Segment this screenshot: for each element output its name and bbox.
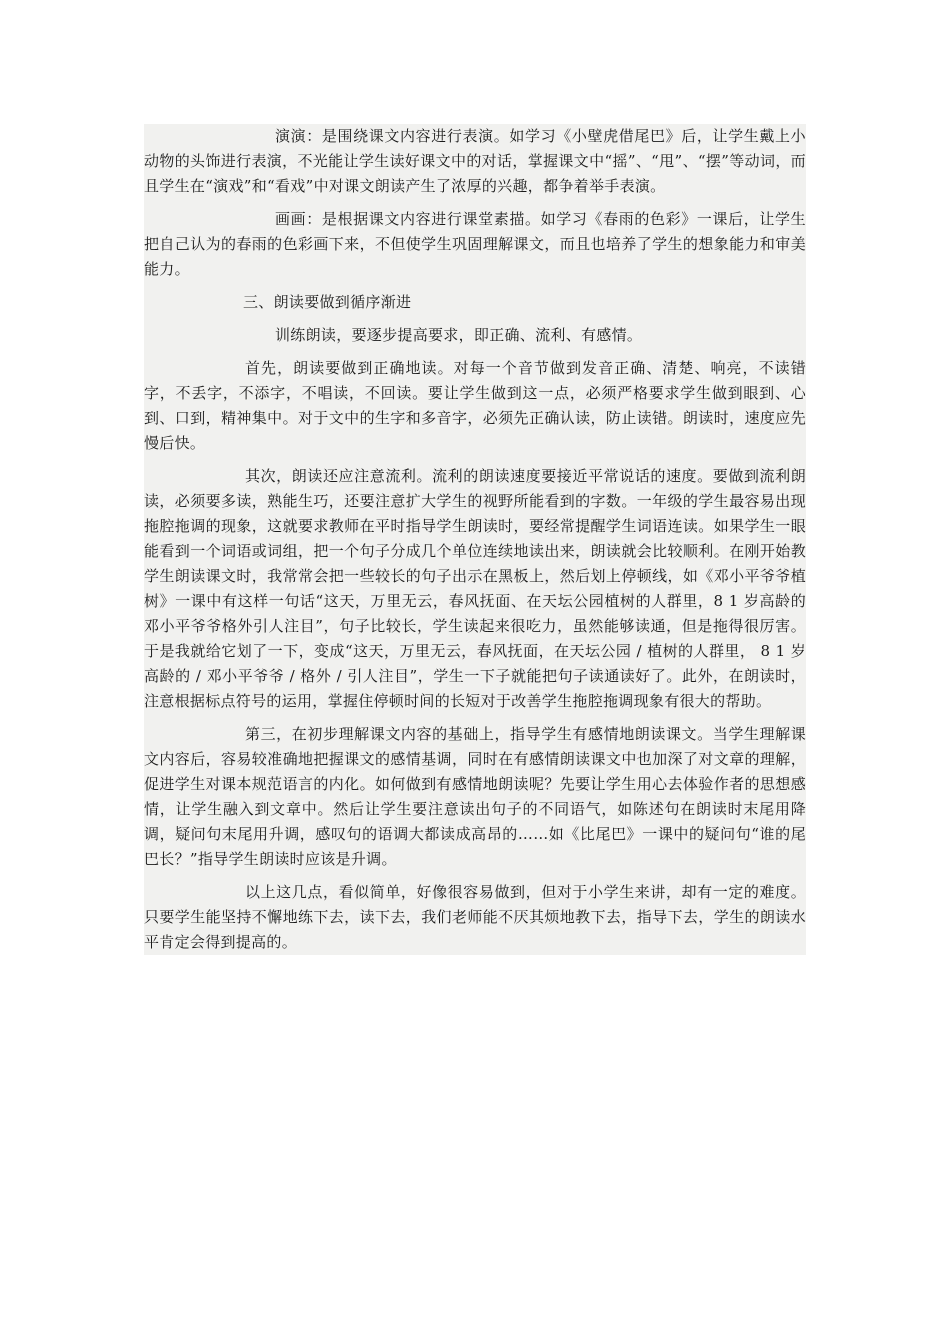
paragraph-second: 其次，朗读还应注意流利。流利的朗读速度要接近平常说话的速度。要做到流利朗读，必须要多读，熟能生巧，还要注意扩大学生的视野所能看到的字数。一年级的学生最容易出现拖腔拖调的现象，这就要求教师在平时指导学生朗读时，要经常提醒学生词语连读。如果学生一眼能看到一个词语或词组，把一个句子分成几个单位连续地读出来，朗读就会比较顺利。在刚开始教学生朗读课文时，我常常会把一些较长的句子出示在黑板上，然后划上停顿线，如《邓小平爷爷植树》一课中有这样一句话“这天，万里无云，春风抚面、在天坛公园植树的人群里，8 1 岁高龄的邓小平爷爷格外引人注目”，句子比较长，学生读起来很吃力，虽然能够读通，但是拖得很厉害。于是我就给它划了一下，变成“这天，万里无云，春风抚面，在天坛公园 / 植树的人群里， 8 1 岁高龄的 / 邓小平爷爷 / 格外 / 引人注目”，学生一下子就能把句子读通读好了。此外，在朗读时，注意根据标点符号的运用，掌握住停顿时间的长短对于改善学生拖腔拖调现象有很大的帮助。 [144,467,806,710]
paragraph-training: 训练朗读，要逐步提高要求，即正确、流利、有感情。 [275,326,643,344]
document-body [144,124,806,955]
section-heading: 三、朗读要做到循序渐进 [243,293,412,311]
paragraph-third: 第三，在初步理解课文内容的基础上，指导学生有感情地朗读课文。当学生理解课文内容后，容易较准确地把握课文的感情基调，同时在有感情朗读课文中也加深了对文章的理解，促进学生对课本规范语言的内化。如何做到有感情地朗读呢？先要让学生用心去体验作者的思想感情，让学生融入到文章中。然后让学生要注意读出句子的不同语气，如陈述句在朗读时末尾用降调，疑问句末尾用升调，感叹句的语调大都读成高昂的……如《比尾巴》一课中的疑问句“谁的尾巴长？”指导学生朗读时应该是升调。 [144,725,806,868]
paragraph-conclusion: 以上这几点，看似简单，好像很容易做到，但对于小学生来讲，却有一定的难度。只要学生能坚持不懈地练下去，读下去，我们老师能不厌其烦地教下去，指导下去，学生的朗读水平肯定会得到提高的。 [144,883,806,951]
paragraph-first: 首先，朗读要做到正确地读。对每一个音节做到发音正确、清楚、响亮，不读错字，不丢字，不添字，不唱读，不回读。要让学生做到这一点，必须严格要求学生做到眼到、心到、口到，精神集中。对于文中的生字和多音字，必须先正确认读，防止读错。朗读时，速度应先慢后快。 [144,359,806,452]
paragraph-acting: 演演：是围绕课文内容进行表演。如学习《小壁虎借尾巴》后，让学生戴上小动物的头饰进行表演，不光能让学生读好课文中的对话，掌握课文中“摇”、“甩”、“摆”等动词，而且学生在“演戏”和“看戏”中对课文朗读产生了浓厚的兴趣，都争着举手表演。 [144,127,806,195]
paragraph-drawing: 画画：是根据课文内容进行课堂素描。如学习《春雨的色彩》一课后，让学生把自己认为的春雨的色彩画下来，不但使学生巩固理解课文，而且也培养了学生的想象能力和审美能力。 [144,210,806,278]
